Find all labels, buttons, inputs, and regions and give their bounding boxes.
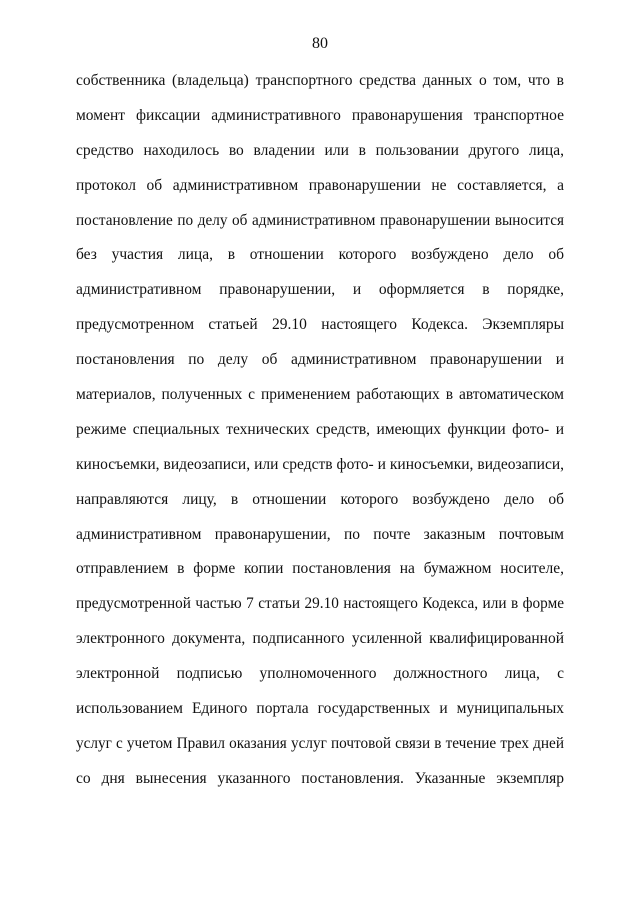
text-line: электронной подписью уполномоченного должностного лица, с bbox=[76, 665, 564, 683]
text-line: момент фиксации административного правонарушения транспортное bbox=[76, 106, 564, 124]
text-line: протокол об административном правонарушении не составляется, а bbox=[76, 176, 564, 194]
text-line: собственника (владельца) транспортного средства данных о том, что в bbox=[76, 72, 564, 89]
text-line: направляются лицу, в отношении которого возбуждено дело об bbox=[76, 490, 564, 508]
text-line: отправлением в форме копии постановления на бумажном носителе, bbox=[76, 560, 564, 578]
text-line: услуг с учетом Правил оказания услуг почтовой связи в течение трех дней bbox=[76, 734, 564, 752]
page-number: 80 bbox=[312, 35, 328, 52]
text-line: предусмотренной частью 7 статьи 29.10 настоящего Кодекса, или в форме bbox=[76, 595, 564, 613]
text-line: постановления по делу об административном правонарушении и bbox=[76, 351, 564, 369]
text-line: административном правонарушении, по почте заказным почтовым bbox=[76, 525, 564, 543]
text-line: административном правонарушении, и оформляется в порядке, bbox=[76, 281, 564, 299]
text-line: без участия лица, в отношении которого возбуждено дело об bbox=[76, 246, 564, 264]
text-line: электронного документа, подписанного усиленной квалифицированной bbox=[76, 630, 564, 648]
text-line: режиме специальных технических средств, имеющих функции фото- и bbox=[76, 420, 564, 438]
text-line: предусмотренном статьей 29.10 настоящего Кодекса. Экземпляры bbox=[76, 316, 564, 334]
text-line: постановление по делу об административном правонарушении выносится bbox=[76, 211, 564, 229]
text-line: использованием Единого портала государственных и муниципальных bbox=[76, 700, 564, 718]
text-line: средство находилось во владении или в пользовании другого лица, bbox=[76, 141, 564, 159]
text-line: со дня вынесения указанного постановления. Указанные экземпляр bbox=[76, 769, 564, 787]
body-text bbox=[76, 70, 564, 803]
text-line: киносъемки, видеозаписи, или средств фото- и киносъемки, видеозаписи, bbox=[76, 455, 564, 473]
text-line: материалов, полученных с применением работающих в автоматическом bbox=[76, 386, 564, 404]
